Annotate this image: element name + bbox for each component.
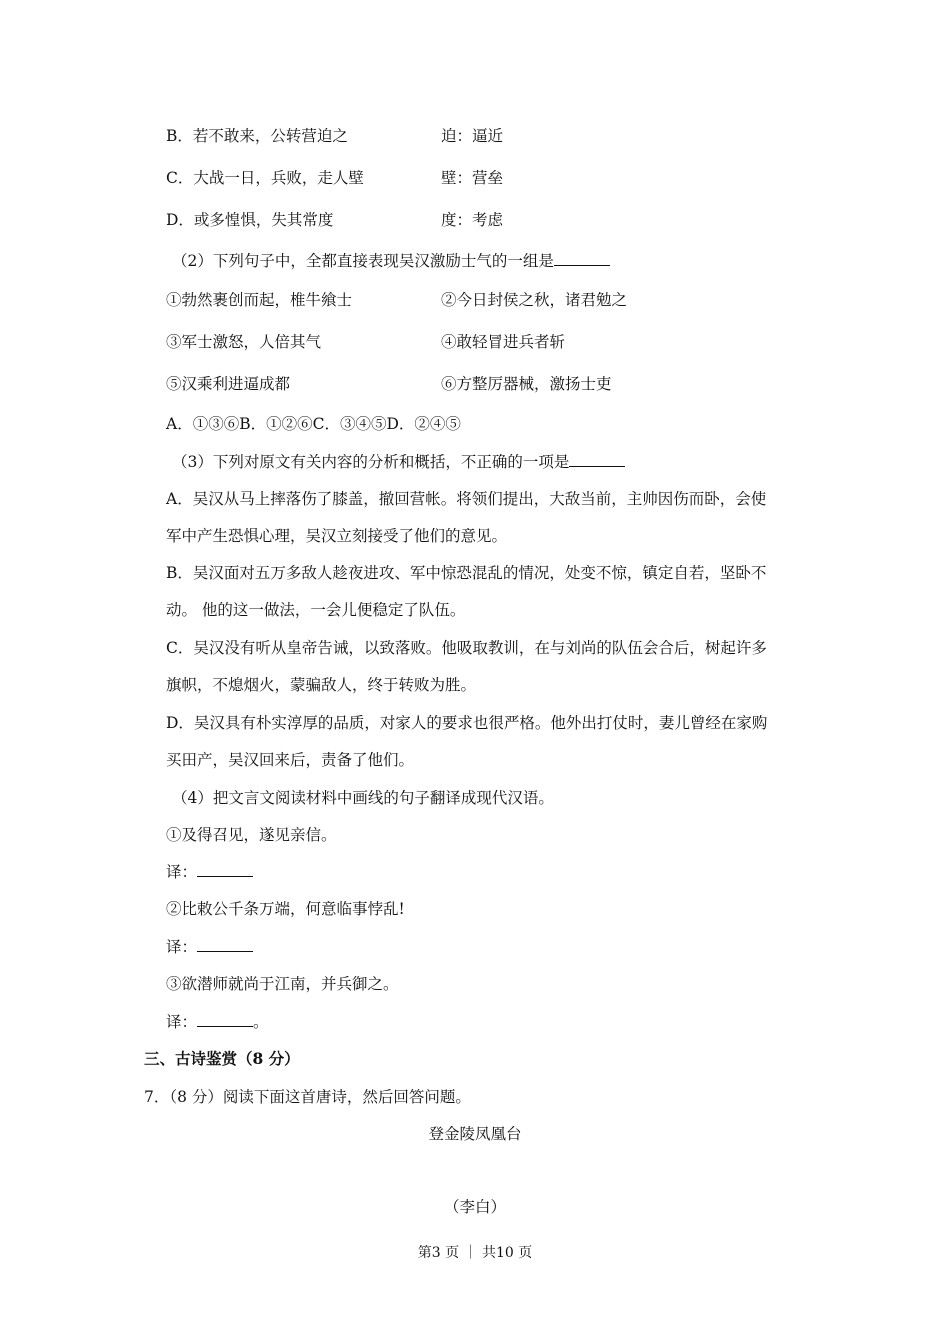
translate-label: 译：: [166, 1013, 198, 1031]
q3-line: 动。 他的这一做法，一会儿便稳定了队伍。: [166, 601, 466, 619]
q4-stem: （4）把文言文阅读材料中画线的句子翻译成现代汉语。: [172, 789, 554, 807]
q7-stem: 7．（8 分）阅读下面这首唐诗，然后回答问题。: [144, 1088, 471, 1106]
poem-author: （李白）: [443, 1198, 506, 1216]
q2-item-3: ③军士激怒，人倍其气: [166, 333, 322, 351]
q3-line: 旗帜，不熄烟火，蒙骗敌人，终于转败为胜。: [166, 676, 477, 694]
answer-blank: [569, 452, 625, 467]
q2-stem-text: （2）下列句子中，全都直接表现吴汉激励士气的一组是: [172, 252, 554, 270]
q2-item-4: ④敢轻冒进兵者斩: [441, 333, 566, 351]
q2-item-5: ⑤汉乘利进逼成都: [166, 375, 291, 393]
q3-line: 军中产生恐惧心理，吴汉立刻接受了他们的意见。: [166, 527, 508, 545]
answer-blank: [554, 251, 610, 266]
q2-item-6: ⑥方整厉器械，激扬士吏: [441, 375, 612, 393]
section-heading: 三、古诗鉴赏（8 分）: [144, 1049, 300, 1068]
q1-option-c: C．大战一日，兵败，走人壁: [166, 169, 364, 187]
q3-line: C．吴汉没有听从皇帝告诫，以致落败。他吸取教训，在与刘尚的队伍会合后，树起许多: [166, 639, 767, 657]
q2-item-1: ①勃然裹创而起，椎牛飨士: [166, 291, 353, 309]
q3-stem: [172, 452, 625, 472]
q3-line: D．吴汉具有朴实淳厚的品质，对家人的要求也很严格。他外出打仗时，妻儿曾经在家购: [166, 714, 768, 732]
q3-stem-text: （3）下列对原文有关内容的分析和概括，不正确的一项是: [172, 453, 570, 471]
q2-stem: [172, 251, 610, 271]
q4-translation-2: [166, 937, 253, 957]
q1-option-d-gloss: 度：考虑: [441, 211, 504, 229]
q1-option-b: B．若不敢来，公转营迫之: [166, 127, 348, 145]
page-footer: 第3 页 ｜ 共10 页: [417, 1245, 533, 1261]
q2-item-2: ②今日封侯之秋，诸君勉之: [441, 291, 628, 309]
q3-line: B．吴汉面对五万多敌人趁夜进攻、军中惊恐混乱的情况，处变不惊，镇定自若，坚卧不: [166, 564, 767, 582]
answer-blank: [197, 862, 253, 877]
q4-translation-3: [166, 1012, 269, 1032]
q4-translation-1: [166, 862, 253, 882]
q2-choices: A．①③⑥B．①②⑥C．③④⑤D．②④⑤: [166, 415, 461, 433]
q3-line: 买田产，吴汉回来后，责备了他们。: [166, 751, 415, 769]
q4-sentence-3: ③欲潜师就尚于江南，并兵御之。: [166, 975, 399, 993]
poem-title: 登金陵凤凰台: [428, 1125, 522, 1143]
translate-label: 译：: [166, 863, 198, 881]
translate-label: 译：: [166, 938, 198, 956]
q4-sentence-1: ①及得召见，遂见亲信。: [166, 826, 337, 844]
answer-blank: [197, 937, 253, 952]
period: 。: [253, 1013, 269, 1031]
q3-line: A．吴汉从马上摔落伤了膝盖，撤回营帐。将领们提出，大敌当前，主帅因伤而卧，会使: [166, 490, 767, 508]
q1-option-b-gloss: 迫：逼近: [441, 127, 504, 145]
q1-option-c-gloss: 壁：营垒: [441, 169, 504, 187]
q4-sentence-2: ②比敕公千条万端，何意临事悖乱!: [166, 900, 405, 918]
answer-blank: [197, 1012, 253, 1027]
q1-option-d: D．或多惶惧，失其常度: [166, 211, 334, 229]
